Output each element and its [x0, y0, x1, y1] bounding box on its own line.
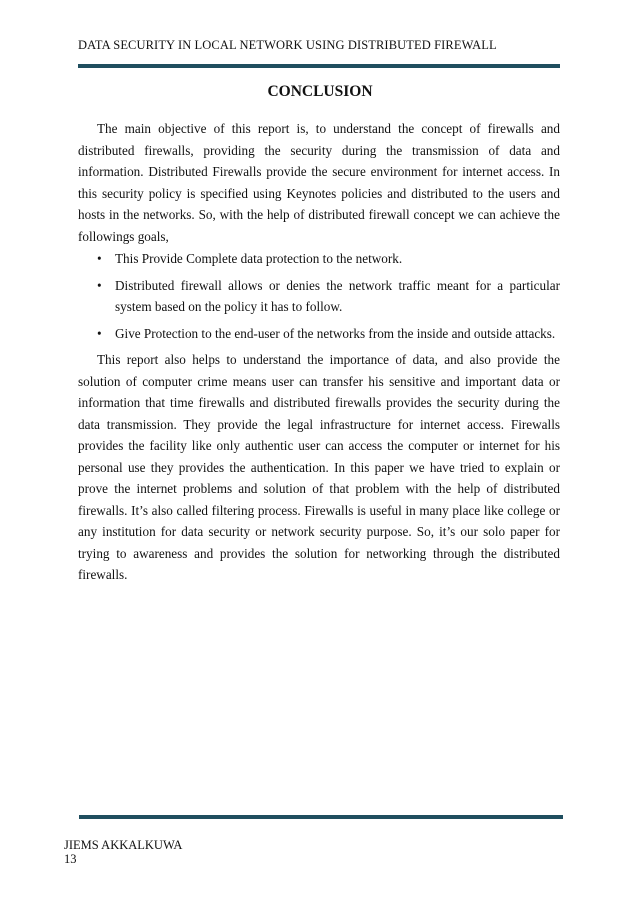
list-item-text: This Provide Complete data protection to the network.	[115, 251, 403, 266]
list-item	[97, 323, 560, 345]
running-header: DATA SECURITY IN LOCAL NETWORK USING DISTRIBUTED FIREWALL	[78, 38, 497, 52]
bullet-icon: •	[97, 277, 102, 293]
footer-divider	[79, 815, 563, 819]
list-item-text: Distributed firewall allows or denies the network traffic meant for a particular system based on the policy it has to follow.	[115, 277, 560, 314]
footer-institution: JIEMS AKKALKUWA	[64, 838, 183, 852]
closing-paragraph: This report also helps to understand the importance of data, and also provide the solution of computer crime means user can transfer his sensitive and important data or information that time firewalls and distributed firewalls provides the security during the data transmission. They provide the legal infrastructure for internet access. Firewalls provides the facility like only authentic user can access the computer or internet for his personal use they provides the authentication. In this paper we have tried to explain or prove the internet problems and solution of that problem with the help of distributed firewalls. It’s also called filtering process. Firewalls is useful in many place like college or any institution for data security or network security purpose. So, it’s our solo paper for trying to awareness and provides the solution for networking through the distributed firewalls.	[78, 352, 560, 582]
list-item	[97, 275, 560, 318]
header-divider	[78, 64, 560, 68]
page-number: 13	[64, 852, 77, 866]
goals-list	[78, 248, 560, 344]
section-title: CONCLUSION	[267, 83, 373, 100]
bullet-icon: •	[97, 251, 102, 266]
list-item-text: Give Protection to the end-user of the networks from the inside and outside attacks.	[115, 325, 556, 341]
list-item	[97, 248, 560, 270]
document-body	[78, 118, 560, 586]
intro-paragraph: The main objective of this report is, to understand the concept of firewalls and distributed firewalls, providing the security during the transmission of data and information. Distributed Firewalls provide the secure environment for internet access. In this security policy is specified using Keynotes policies and distributed to the users and hosts in the networks. So, with the help of distributed firewall concept we can achieve the followings goals,	[78, 121, 560, 244]
bullet-icon: •	[97, 325, 102, 341]
